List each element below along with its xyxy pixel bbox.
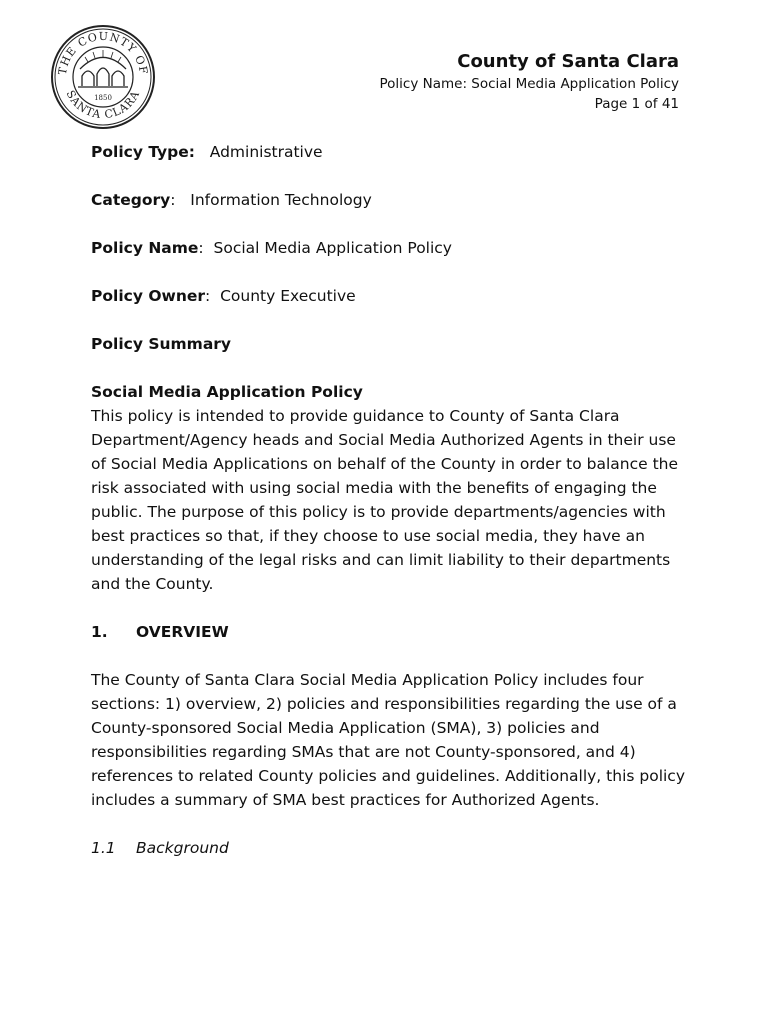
policy-owner-label: Policy Owner bbox=[91, 287, 206, 305]
overview-paragraph: The County of Santa Clara Social Media Application Policy includes four sections: 1) overview, 2) policies and responsibilities regarding the use of a County-sponsored Social Media Application (SMA), 3) policies and responsibilities regarding SMAs that are not County-sponsored, and 4) references to related County policies and guidelines. Additionally, this policy includes a summary of SMA best practices for Authorized Agents. bbox=[91, 671, 686, 809]
header-org-name: County of Santa Clara bbox=[457, 51, 679, 72]
policy-name-value: Social Media Application Policy bbox=[213, 239, 452, 257]
county-seal-icon bbox=[50, 24, 156, 130]
policy-owner-field: Policy Owner: County Executive bbox=[91, 287, 356, 305]
category-field: Category: Information Technology bbox=[91, 191, 372, 209]
overview-number: 1. bbox=[91, 623, 108, 641]
background-title: Background bbox=[136, 839, 229, 857]
header-page-number: Page 1 of 41 bbox=[594, 96, 679, 112]
policy-name-field: Policy Name: Social Media Application Policy bbox=[91, 239, 452, 257]
seal-top-text: THE COUNTY OF bbox=[55, 29, 151, 76]
seal-bottom-text: SANTA CLARA bbox=[63, 88, 143, 122]
summary-subheading: Social Media Application Policy bbox=[91, 383, 363, 401]
seal-year: 1850 bbox=[94, 94, 112, 102]
summary-paragraph: This policy is intended to provide guidance to County of Santa Clara Department/Agency heads and Social Media Authorized Agents in their use of Social Media Applications on behalf of the County in order to balance the risk associated with using social media with the benefits of engaging the public. The purpose of this policy is to provide departments/agencies with best practices so that, if they choose to use social media, they have an understanding of the legal risks and can limit liability to their departments and the County. bbox=[91, 407, 679, 593]
policy-summary-heading: Policy Summary bbox=[91, 335, 232, 353]
category-value: Information Technology bbox=[190, 191, 372, 209]
policy-type-field bbox=[91, 140, 691, 164]
document-body bbox=[91, 140, 691, 860]
category-label: Category bbox=[91, 191, 171, 209]
overview-title: OVERVIEW bbox=[136, 623, 229, 641]
policy-owner-value: County Executive bbox=[220, 287, 356, 305]
policy-name-label: Policy Name bbox=[91, 239, 199, 257]
document-header bbox=[380, 50, 680, 114]
policy-type-label: Policy Type: bbox=[91, 143, 195, 161]
header-policy-name: Policy Name: Social Media Application Policy bbox=[379, 76, 679, 92]
background-heading bbox=[91, 836, 691, 860]
background-number: 1.1 bbox=[91, 839, 116, 857]
overview-heading bbox=[91, 620, 691, 644]
policy-type-value: Administrative bbox=[209, 143, 323, 161]
